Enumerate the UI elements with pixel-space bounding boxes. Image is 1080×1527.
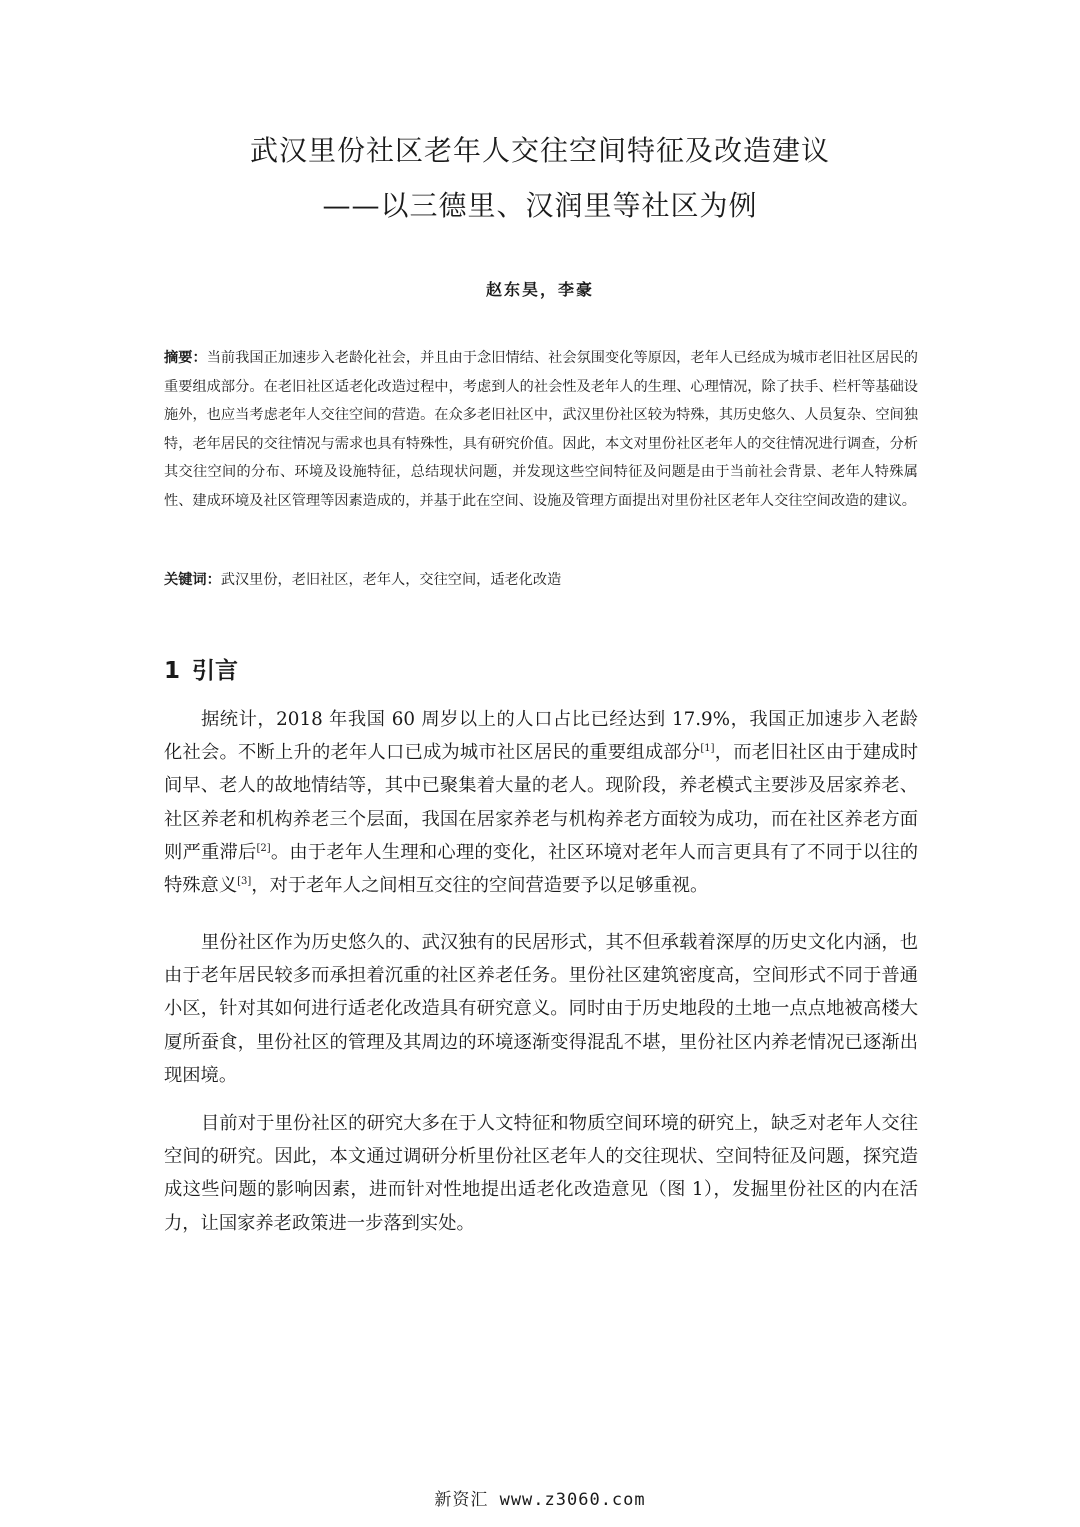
keywords-label: 关键词： bbox=[164, 572, 221, 588]
section-number: 1 bbox=[164, 658, 181, 684]
paragraph-text: 据统计，2018 年我国 60 周岁以上的人口占比已经达到 17.9%，我国正加速步入老龄化社会。不断上升的老年人口已成为城市社区居民的重要组成部分 bbox=[164, 709, 918, 764]
keywords-text: 武汉里份，老旧社区，老年人，交往空间，适老化改造 bbox=[220, 572, 562, 588]
paper-title: 武汉里份社区老年人交往空间特征及改造建议 bbox=[249, 134, 830, 167]
abstract-label: 摘要： bbox=[164, 350, 207, 366]
body-paragraph-2: 里份社区作为历史悠久的、武汉独有的民居形式，其不但承载着深厚的历史文化内涵，也由于老年居民较多而承担着沉重的社区养老任务。里份社区建筑密度高，空间形式不同于普通小区，针对其如何进行适老化改造具有研究意义。同时由于历史地段的土地一点点地被高楼大厦所蚕食，里份社区的管理及其周边的环境逐渐变得混乱不堪，里份社区内养老情况已逐渐出现困境。 bbox=[164, 932, 918, 1086]
footer-watermark: 新资汇 www.z3060.com bbox=[434, 1490, 646, 1510]
citation-ref-2[interactable]: [2] bbox=[256, 842, 271, 854]
citation-ref-1[interactable]: [1] bbox=[700, 743, 715, 755]
section-title: 引言 bbox=[192, 658, 239, 684]
abstract bbox=[164, 344, 918, 516]
abstract-text: 当前我国正加速步入老龄化社会，并且由于念旧情结、社会氛围变化等原因，老年人已经成为城市老旧社区居民的重要组成部分。在老旧社区适老化改造过程中，考虑到人的社会性及老年人的生理、心理情况，除了扶手、栏杆等基础设施外，也应当考虑老年人交往空间的营造。在众多老旧社区中，武汉里份社区较为特殊，其历史悠久、人员复杂、空间独特，老年居民的交往情况与需求也具有特殊性，具有研究价值。因此，本文对里份社区老年人的交往情况进行调查，分析其交往空间的分布、环境及设施特征，总结现状问题，并发现这些空间特征及问题是由于当前社会背景、老年人特殊属性、建成环境及社区管理等因素造成的，并基于此在空间、设施及管理方面提出对里份社区老年人交往空间改造的建议。 bbox=[164, 350, 918, 509]
body-paragraph-1 bbox=[164, 703, 918, 902]
authors: 赵东昊，李豪 bbox=[485, 280, 594, 299]
keywords bbox=[164, 566, 918, 594]
paragraph-text: ，而老旧社区由于建成时间早、老人的故地情结等，其中已聚集着大量的老人。现阶段，养老模式主要涉及居家养老、社区养老和机构养老三个层面，我国在居家养老与机构养老方面较为成功，而在社区养老方面则严重滞后 bbox=[164, 742, 918, 863]
paper-subtitle: ——以三德里、汉润里等社区为例 bbox=[322, 189, 758, 222]
paragraph-text: 。由于老年人生理和心理的变化，社区环境对老年人而言更具有了不同于以往的特殊意义 bbox=[164, 841, 919, 897]
section-heading bbox=[164, 658, 238, 686]
citation-ref-3[interactable]: [3] bbox=[237, 876, 252, 888]
paragraph-text: ，对于老年人之间相互交往的空间营造要予以足够重视。 bbox=[251, 875, 709, 897]
body-paragraph-3: 目前对于里份社区的研究大多在于人文特征和物质空间环境的研究上，缺乏对老年人交往空间的研究。因此，本文通过调研分析里份社区老年人的交往现状、空间特征及问题，探究造成这些问题的影响因素，进而针对性地提出适老化改造意见（图 1），发掘里份社区的内在活力，让国家养老政策进一步落到实处。 bbox=[164, 1113, 918, 1234]
